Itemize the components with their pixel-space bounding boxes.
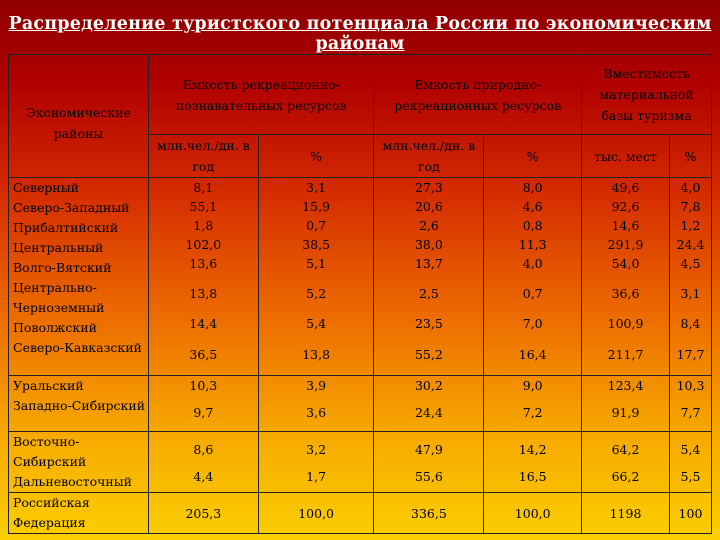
region-list-block-2: [9, 376, 149, 432]
table-cell: 2,6: [418, 218, 439, 233]
total-row: [9, 493, 712, 534]
total-region-name: Российская Федерация: [9, 493, 149, 534]
table-cell: 13,8: [189, 286, 218, 301]
unit-header-pct-3: %: [669, 135, 711, 178]
table-cell: 36,6: [611, 286, 640, 301]
region-name: Северо-Кавказский: [13, 340, 142, 355]
table-cell: 100,0: [258, 493, 374, 534]
region-name: Центральный: [13, 240, 104, 255]
table-cell: 1,7: [306, 469, 327, 484]
value-column: [669, 178, 711, 376]
table-cell: 30,2: [414, 378, 443, 393]
unit-header-pct-1: %: [258, 135, 374, 178]
table-cell: 55,1: [189, 199, 218, 214]
table-cell: 7,7: [680, 405, 701, 420]
table-cell: 27,3: [414, 180, 443, 195]
unit-header-mln-1: млн.чел./дн. в год: [148, 135, 258, 178]
table-cell: 205,3: [148, 493, 258, 534]
table-cell: 3,9: [306, 378, 327, 393]
table-cell: 291,9: [607, 237, 644, 252]
value-column: [669, 376, 711, 432]
table-cell: 1,8: [193, 218, 214, 233]
region-name: Восточно-Сибирский: [13, 434, 87, 469]
region-name: Северный: [13, 180, 80, 195]
table-cell: 5,4: [680, 442, 701, 457]
table-cell: 24,4: [414, 405, 443, 420]
table-cell: 102,0: [185, 237, 222, 252]
table-cell: 16,4: [518, 347, 547, 362]
table-cell: 9,7: [193, 405, 214, 420]
region-list-block-3: [9, 432, 149, 493]
table-cell: 8,0: [522, 180, 543, 195]
value-column: [484, 178, 582, 376]
table-cell: 0,7: [522, 286, 543, 301]
value-column: [258, 376, 374, 432]
table-cell: 100,9: [607, 316, 644, 331]
table-cell: 10,3: [189, 378, 218, 393]
table-cell: 5,2: [306, 286, 327, 301]
value-column: [374, 376, 484, 432]
table-cell: 5,5: [680, 469, 701, 484]
table-cell: 64,2: [611, 442, 640, 457]
table-cell: 336,5: [374, 493, 484, 534]
table-cell: 9,0: [522, 378, 543, 393]
table-cell: 2,5: [418, 286, 439, 301]
table-cell: 3,1: [306, 180, 327, 195]
unit-header-pct-2: %: [484, 135, 582, 178]
table-cell: 54,0: [611, 256, 640, 271]
value-column: [669, 432, 711, 493]
region-name: Прибалтийский: [13, 220, 119, 235]
table-cell: 66,2: [611, 469, 640, 484]
table-cell: 4,0: [680, 180, 701, 195]
table-cell: 4,5: [680, 256, 701, 271]
table-cell: 3,2: [306, 442, 327, 457]
value-column: [484, 432, 582, 493]
value-column: [374, 178, 484, 376]
table-cell: 20,6: [414, 199, 443, 214]
table-cell: 13,8: [302, 347, 331, 362]
table-cell: 3,1: [680, 286, 701, 301]
value-column: [484, 376, 582, 432]
value-column: [582, 376, 670, 432]
table-cell: 211,7: [607, 347, 644, 362]
table-cell: 4,4: [193, 469, 214, 484]
value-column: [148, 178, 258, 376]
table-cell: 7,8: [680, 199, 701, 214]
table-cell: 1198: [582, 493, 670, 534]
value-column: [258, 178, 374, 376]
table-cell: 3,6: [306, 405, 327, 420]
table-cell: 100: [669, 493, 711, 534]
table-cell: 38,0: [414, 237, 443, 252]
table-cell: 23,5: [414, 316, 443, 331]
table-cell: 4,6: [522, 199, 543, 214]
table-cell: 13,7: [414, 256, 443, 271]
region-name: Дальневосточный: [13, 474, 132, 489]
table-cell: 55,6: [414, 469, 443, 484]
region-list-block-1: [9, 178, 149, 376]
region-name: Центрально-Черноземный: [13, 280, 105, 315]
table-cell: 47,9: [414, 442, 443, 457]
tourism-base-header: Вместимость материальной базы туризма: [582, 55, 712, 135]
unit-header-mln-2: млн.чел./дн. в год: [374, 135, 484, 178]
table-cell: 10,3: [676, 378, 705, 393]
table-cell: 7,2: [522, 405, 543, 420]
table-cell: 36,5: [189, 347, 218, 362]
table-cell: 8,4: [680, 316, 701, 331]
table-cell: 91,9: [611, 405, 640, 420]
table-cell: 8,6: [193, 442, 214, 457]
table-cell: 7,0: [522, 316, 543, 331]
table-cell: 0,8: [522, 218, 543, 233]
table-cell: 5,1: [306, 256, 327, 271]
region-name: Уральский: [13, 378, 84, 393]
table-cell: 92,6: [611, 199, 640, 214]
table-cell: 5,4: [306, 316, 327, 331]
table-cell: 16,5: [518, 469, 547, 484]
table-cell: 14,6: [611, 218, 640, 233]
table-cell: 15,9: [302, 199, 331, 214]
value-column: [148, 432, 258, 493]
table-cell: 123,4: [607, 378, 644, 393]
value-column: [582, 178, 670, 376]
region-column-header: Экономические районы: [9, 55, 149, 178]
table-cell: 0,7: [306, 218, 327, 233]
region-name: Северо-Западный: [13, 200, 130, 215]
table-cell: 14,2: [518, 442, 547, 457]
table-cell: 1,2: [680, 218, 701, 233]
table-cell: 55,2: [414, 347, 443, 362]
table-cell: 4,0: [522, 256, 543, 271]
table-cell: 38,5: [302, 237, 331, 252]
value-column: [258, 432, 374, 493]
region-name: Западно-Сибирский: [13, 398, 146, 413]
unit-header-thousand-places: тыс. мест: [582, 135, 670, 178]
cognitive-resources-header: Емкость рекреационно-познавательных ресурсов: [148, 55, 374, 135]
region-name: Поволжский: [13, 320, 97, 335]
table-cell: 11,3: [518, 237, 547, 252]
table-cell: 17,7: [676, 347, 705, 362]
value-column: [582, 432, 670, 493]
table-cell: 13,6: [189, 256, 218, 271]
table-cell: 14,4: [189, 316, 218, 331]
region-name: Волго-Вятский: [13, 260, 112, 275]
value-column: [374, 432, 484, 493]
value-column: [148, 376, 258, 432]
page-title: Распределение туристского потенциала России по экономическим районам: [8, 14, 712, 54]
natural-resources-header: Емкость природно-рекреационных ресурсов: [374, 55, 582, 135]
table-cell: 100,0: [484, 493, 582, 534]
tourism-potential-table: [8, 54, 712, 534]
table-cell: 24,4: [676, 237, 705, 252]
table-cell: 49,6: [611, 180, 640, 195]
table-cell: 8,1: [193, 180, 214, 195]
